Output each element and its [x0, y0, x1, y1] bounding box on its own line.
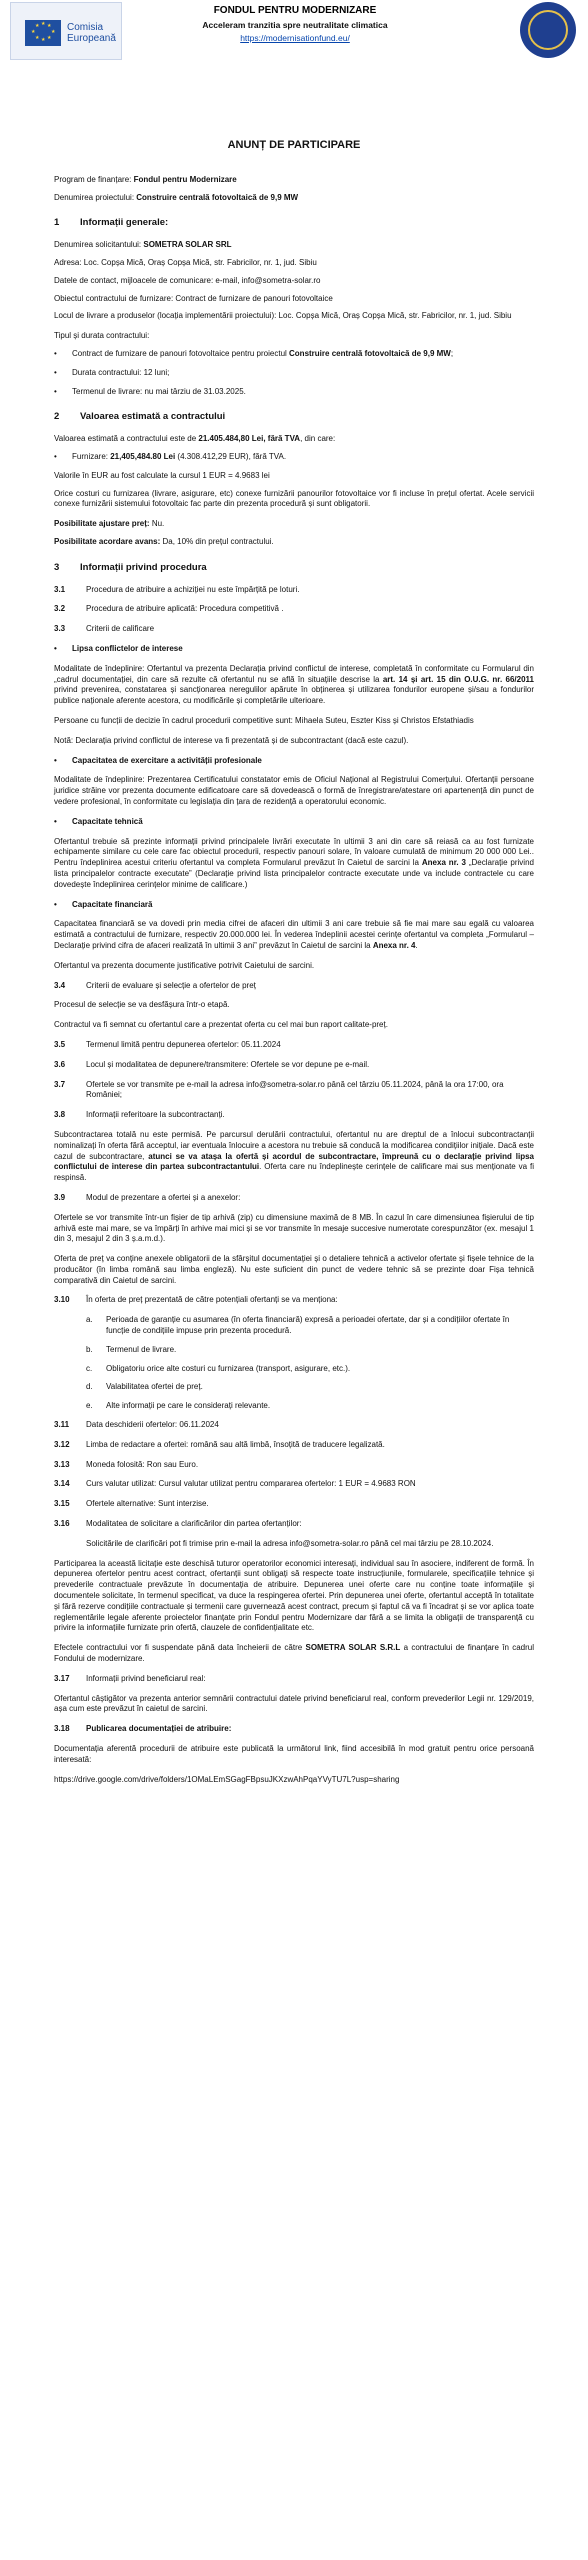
list-item: • Furnizare: 21,405,484.80 Lei (4.308.412,29 EUR), fără TVA. — [54, 452, 287, 462]
paragraph: Modalitate de îndeplinire: Ofertantul va prezenta Declarația privind conflictul de interese, completată în conformitate cu Formularul din „cadrul documentației, din care să rezulte că ofertantul nu se află în situațiile descrise la art. 14 și art. 15 din O.U.G. nr. 66/2011 privind prevenirea, constatarea și sancționarea neregulilor apărute în obținerea și utilizarea fondurilor europene și/sau a fondurilor publice naționale aferente acestora, cu modificările și completările ulterioare. — [54, 663, 535, 706]
paragraph: Ofertantul trebuie să prezinte informații privind principalele livrări executate în ultimii 3 ani din care să reiasă ca au fost furnizate echipamente similare cu cele care fac obiectul procedurii, respectiv panouri solare, în valoare cumulată de minimum 20 000 000 Lei.. Pentru îndeplinirea acestui criteriu ofertantul va completa Formularul prevăzut în Caietul de sarcini la Anexa nr. 3 „Declarație privind lista principalelor contracte executate” (Declarație privind lista principalelor contracte executate unde va include contractele cu care dovedește îndeplinirea cerințelor minime de calificare.) — [54, 836, 534, 889]
paragraph: Ofertantul câștigător va prezenta anterior semnării contractului datele privind beneficiarul real, conform prevederilor Legii nr. 129/2019, așa cum este prevăzut în caietul de sarcini. — [54, 1693, 534, 1714]
paragraph: Obiectul contractului de furnizare: Contract de furnizare de panouri fotovoltaice — [54, 293, 333, 303]
romania-crest-icon — [520, 2, 576, 58]
eu-flag-icon: ★ ★ ★ ★ ★ ★ ★ ★ — [25, 20, 61, 46]
eu-logo-text: Comisia — [67, 22, 104, 33]
paragraph: Adresa: Loc. Copșa Mică, Oraș Copșa Mică, str. Fabricilor, nr. 1, jud. Sibiu — [54, 258, 317, 268]
paragraph: Persoane cu funcții de decizie în cadrul procedurii competitive sunt: Mihaela Suteu, Eszter Kiss și Christos Efstathiadis — [54, 716, 474, 725]
paragraph: Locul de livrare a produselor (locația implementării proiectului): Loc. Copșa Mică, Oraș Copșa Mică, str. Fabricilor, nr. 1, jud. Sibiu — [54, 311, 512, 321]
subheading: • Capacitatea de exercitare a activității profesionale — [54, 755, 262, 765]
list-item: 3.15 Ofertele alternative: Sunt interzise. — [54, 1499, 209, 1509]
paragraph: Valorile în EUR au fost calculate la cursul 1 EUR = 4.9683 lei — [54, 470, 270, 480]
document-body — [0, 138, 588, 1785]
paragraph: Orice costuri cu furnizarea (livrare, asigurare, etc) conexe furnizării panourilor fotovoltaice vor fi incluse în prețul ofertat. Acele servicii conexe furnizării sistemului fotovoltaic fac parte din prezenta procedură și sunt obligatorii. — [54, 488, 534, 509]
list-item: • Contract de furnizare de panouri fotovoltaice pentru proiectul Construire centrală fotovoltaică de 9,9 MW; — [54, 349, 454, 359]
paragraph: Datele de contact, mijloacele de comunicare: e-mail, info@sometra-solar.ro — [54, 275, 321, 285]
list-item: 3.14 Curs valutar utilizat: Cursul valutar utilizat pentru compararea ofertelor: 1 EUR = 4.9683 RON — [54, 1479, 416, 1489]
paragraph: Contractul va fi semnat cu ofertantul care a prezentat oferta cu cel mai bun raport calitate-preț. — [54, 1020, 388, 1030]
subheading: • Capacitate financiară — [54, 899, 153, 909]
list-item: b. Termenul de livrare. — [86, 1344, 177, 1354]
list-item: 3.7 Ofertele se vor transmite pe e-mail la adresa info@sometra-solar.ro până cel târziu 05.11.2024, până la ora 17:00, ora României; — [54, 1079, 504, 1100]
document-title: ANUNȚ DE PARTICIPARE — [227, 139, 361, 151]
list-item: 3.8 Informații referitoare la subcontractanți. — [54, 1110, 225, 1120]
paragraph: Posibilitate ajustare preț: Nu. — [54, 519, 165, 529]
applicant-line: Denumirea solicitantului: SOMETRA SOLAR SRL — [54, 240, 232, 250]
eu-logo-text: Europeană — [67, 33, 116, 44]
section-heading: 3 Informații privind procedura — [54, 561, 207, 573]
paragraph: Solicitările de clarificări pot fi trimise prin e-mail la adresa info@sometra-solar.ro până cel mai târziu pe 28.10.2024. — [86, 1538, 494, 1548]
list-item: 3.1 Procedura de atribuire a achiziției nu este împărțită pe loturi. — [54, 584, 300, 594]
list-item: 3.13 Moneda folosită: Ron sau Euro. — [54, 1459, 199, 1469]
header-link[interactable]: https://modernisationfund.eu/ — [240, 32, 350, 43]
header-title: FONDUL PENTRU MODERNIZARE — [213, 5, 377, 16]
list-item: 3.18 Publicarea documentației de atribuire: — [54, 1724, 232, 1734]
header-subtitle: Acceleram tranzitia spre neutralitate climatica — [202, 19, 388, 30]
paragraph: Valoarea estimată a contractului este de 21.405.484,80 Lei, fără TVA, din care: — [54, 434, 336, 444]
subheading: • Capacitate tehnică — [54, 816, 143, 826]
paragraph: Procesul de selecție se va desfășura într-o etapă. — [54, 1000, 230, 1010]
program-line: Program de finanțare: Fondul pentru Modernizare — [54, 174, 237, 184]
subheading: • Lipsa conflictelor de interese — [54, 644, 183, 654]
paragraph: Notă: Declarația privind conflictul de interese va fi prezentată și de subcontractant (dacă este cazul). — [54, 735, 409, 745]
paragraph: Ofertele se vor transmite într-un fișier de tip arhivă (zip) cu dimensiune maximă de 8 MB. În cazul în care dimensiunea fișierului de tip arhivă este mai mare, se va împărți în arhive mai mici și se vor transmite în mesaje succesive numerotate corespunzător (ex. mesajul 1 din 3, mesajul 2 din 3 ș.a.m.d.). — [54, 1212, 534, 1244]
section-heading: 1 Informații generale: — [54, 217, 169, 229]
paragraph: Capacitatea financiară se va dovedi prin media cifrei de afaceri din ultimii 3 ani care trebuie să fie mai mare sau egală cu valoarea estimată a contractului de furnizare, respectiv 20.000.000 lei. În vederea îndeplinii acestei cerințe ofertantul va completa „Formularul – Declarație privind cifra de afaceri realizată în ultimii 3 ani” prevăzut în Caietul de sarcini la Anexa nr. 4. — [54, 919, 534, 950]
list-item: • Termenul de livrare: nu mai târziu de 31.03.2025. — [54, 386, 246, 396]
list-item: a. Perioada de garanție cu asumarea (în oferta financiară) expresă a perioadei ofertate, dar și a condițiilor ofertate în funcție de condițiile impuse prin prezenta procedură. — [86, 1315, 510, 1336]
paragraph: Efectele contractului vor fi suspendate până data încheierii de către SOMETRA SOLAR S.R.L a contractului de finanțare în cadrul Fondului de modernizare. — [54, 1643, 535, 1664]
paragraph: Ofertantul va prezenta documente justificative potrivit Caietului de sarcini. — [54, 960, 315, 970]
list-item: 3.5 Termenul limită pentru depunerea ofertelor: 05.11.2024 — [54, 1039, 281, 1049]
list-item: d. Valabilitatea ofertei de preț. — [86, 1382, 203, 1392]
page-header — [0, 0, 588, 70]
project-line: Denumirea proiectului: Construire centrală fotovoltaică de 9,9 MW — [54, 192, 299, 202]
list-item: 3.10 În oferta de preț prezentată de către potențiali ofertanți se va menționa: — [54, 1295, 338, 1305]
list-item: 3.3 Criterii de calificare — [54, 624, 155, 634]
section-heading: 2 Valoarea estimată a contractului — [54, 411, 226, 423]
list-item: c. Obligatoriu orice alte costuri cu furnizarea (transport, asigurare, etc.). — [86, 1363, 351, 1373]
paragraph: Participarea la această licitație este deschisă tuturor operatorilor economici interesați, individual sau în asociere, indiferent de formă. În depunerea ofertelor pentru acest contract, ofertanții sunt obligați să respecte toate instrucțiunile, formularele, specificațiile tehnice și prevederile contractuale prevăzute în documentația de atribuire. Depunerea unei oferte care nu conține toate informațiile și documentele solicitate, în termenul specificat, va duce la respingerea ofertei. Prin depunerea unei oferte, ofertantul acceptă în totalitate și fără rezerve condițiile contractuale și termenii care guvernează acest contract, precum și faptul că va fi încadrat și se vor aplica toate reglementările legale aferente proiectelor finanțate prin Fondul pentru Modernizare dar fără a se limita la obligații de transparență cu privire la informațiile furnizate prin ofertă, clauzele de confidențialitate etc. — [54, 1558, 534, 1633]
list-item: 3.2 Procedura de atribuire aplicată: Procedura competitivă . — [54, 604, 284, 614]
paragraph: Modalitate de îndeplinire: Prezentarea Certificatului constatator emis de Oficiul Național al Registrului Comerțului. Ofertanții persoane juridice străine vor prezenta documente edificatoare care să dovedească o formă de înregistrare/atestare ori apartenență din punct de vedere profesional, în conformitate cu legislația din țara de rezidență a operatorului economic. — [54, 775, 534, 806]
paragraph: Subcontractarea totală nu este permisă. Pe parcursul derulării contractului, ofertantul nu are dreptul de a înlocui subcontractanții nominalizați în oferta fără acceptul, iar eventuala înlocuire a acestora nu trebuie să conducă la modificarea condițiilor inițiale. Dacă este cazul de subcontractare, atunci se va atașa la ofertă și acordul de subcontractare, împreună cu o declarație privind lipsa conflictului de interese din partea subcontractantului. Oferta care nu îndeplinește cerințele de calificare mai sus menționate va fi respinsă. — [54, 1129, 534, 1183]
paragraph: Documentația aferentă procedurii de atribuire este publicată la următorul link, fiind accesibilă în mod gratuit pentru orice persoană interesată: — [54, 1744, 534, 1764]
paragraph: Posibilitate acordare avans: Da, 10% din prețul contractului. — [54, 537, 274, 547]
list-item: • Durata contractului: 12 luni; — [54, 367, 170, 377]
paragraph: Oferta de preț va conține anexele obligatorii de la sfârșitul documentației și o detaliere tehnică a activelor ofertate și fișele tehnice de la producător (în limba română sau limba engleză). Nu este suficient din punct de vedere tehnic să se prezinte doar Fișa tehnică comparativă din Caietul de sarcini. — [54, 1254, 534, 1285]
list-item: 3.11 Data deschiderii ofertelor: 06.11.2024 — [54, 1420, 219, 1430]
list-item: 3.6 Locul și modalitatea de depunere/transmitere: Ofertele se vor depune pe e-mail. — [54, 1059, 370, 1069]
list-item: 3.12 Limba de redactare a ofertei: română sau altă limbă, însoțită de traducere legalizată. — [54, 1439, 385, 1449]
eu-logo — [10, 2, 122, 60]
documentation-link[interactable]: https://drive.google.com/drive/folders/1OMaLEmSGagFBpsuJKXzwAhPqaYVyTU7L?usp=sharing — [54, 1774, 400, 1784]
list-item: 3.9 Modul de prezentare a ofertei și a anexelor: — [54, 1192, 241, 1202]
list-item: e. Alte informații pe care le considerați relevante. — [86, 1401, 271, 1411]
list-item: 3.16 Modalitatea de solicitare a clarificărilor din partea ofertanților: — [54, 1519, 302, 1529]
list-item: 3.17 Informații privind beneficiarul real: — [54, 1673, 206, 1683]
paragraph: Tipul și durata contractului: — [54, 331, 150, 341]
list-item: 3.4 Criterii de evaluare și selecție a ofertelor de preț — [54, 980, 256, 990]
